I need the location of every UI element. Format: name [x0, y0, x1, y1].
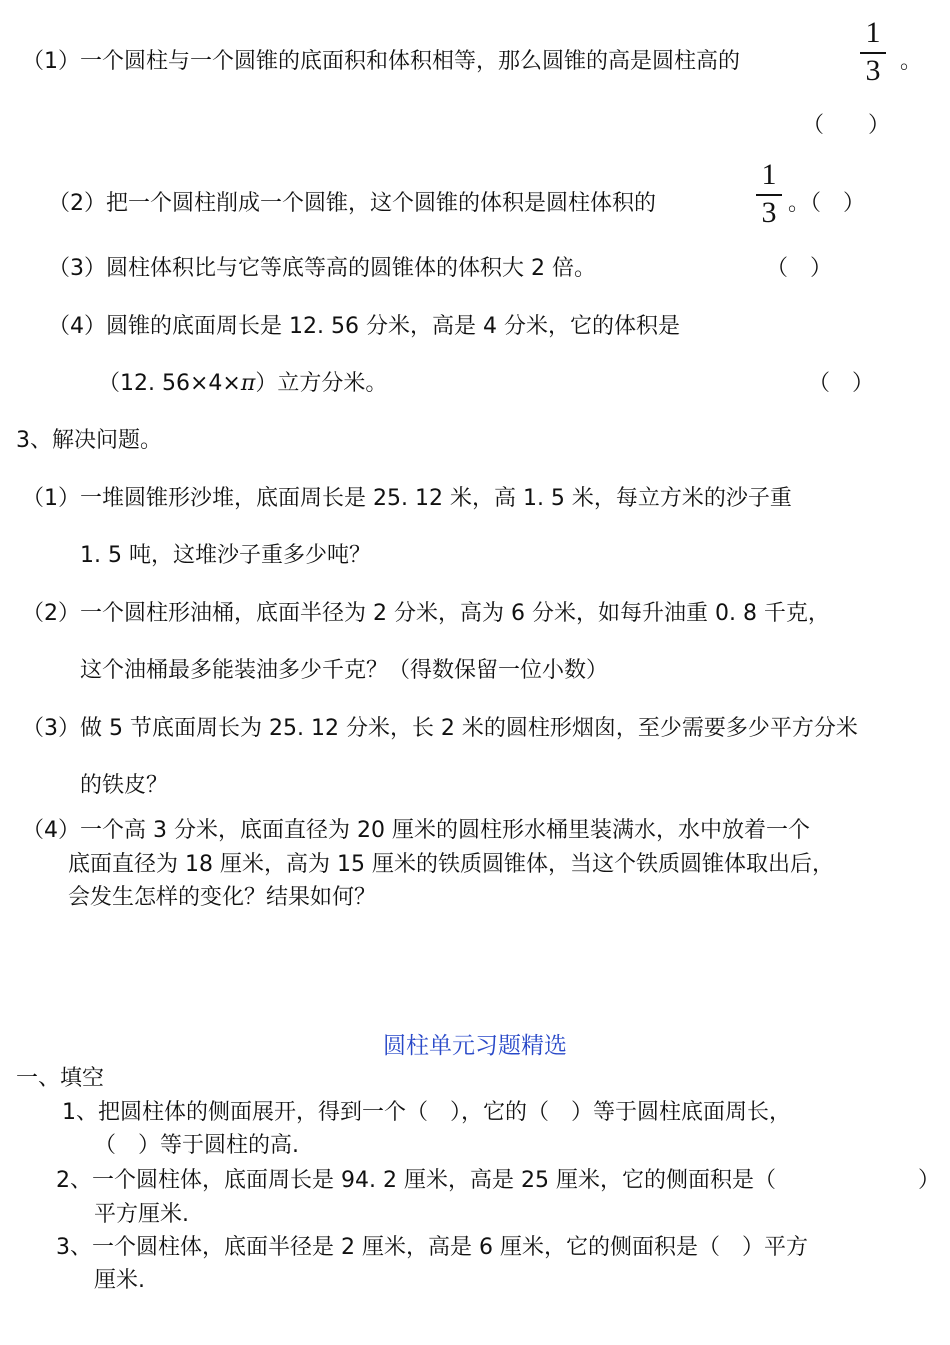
unit-title: 圆柱单元习题精选 [383, 1033, 567, 1059]
fill-q3-line2: 厘米. [94, 1268, 145, 1293]
solve-p2-line2: 这个油桶最多能装油多少千克？（得数保留一位小数） [80, 658, 609, 683]
judge-q1-answer-blank[interactable]: （ ） [802, 113, 891, 138]
judge-q2-fraction [754, 160, 784, 228]
judge-q1-text: （1）一个圆柱与一个圆锥的底面积和体积相等，那么圆锥的高是圆柱高的 [22, 49, 740, 74]
fill-q2-blank-close: ） [918, 1168, 941, 1193]
fraction-denominator: 3 [761, 196, 777, 229]
solve-p4-line3: 会发生怎样的变化？结果如何？ [68, 885, 377, 910]
fraction-numerator: 1 [865, 16, 881, 49]
judge-q1-tail: 。 [900, 49, 923, 74]
judge-q1-fraction [858, 18, 888, 86]
solve-heading: 3、解决问题。 [16, 428, 162, 453]
solve-p1-line2: 1. 5 吨，这堆沙子重多少吨？ [80, 543, 371, 568]
solve-p1-line1: （1）一堆圆锥形沙堆，底面周长是 25. 12 米，高 1. 5 米，每立方米的沙子重 [22, 486, 792, 511]
judge-q4-formula-a: （12. 56×4× [98, 371, 241, 396]
fill-q1-line1: 1、把圆柱体的侧面展开，得到一个（ ），它的（ ）等于圆柱底面周长， [62, 1100, 791, 1125]
fill-q2-line1: 2、一个圆柱体，底面周长是 94. 2 厘米，高是 25 厘米，它的侧面积是（ [56, 1168, 776, 1193]
fill-q2-line2: 平方厘米. [94, 1202, 189, 1227]
fill-section-heading: 一、填空 [16, 1066, 105, 1091]
judge-q3-answer-blank[interactable]: （ ） [766, 256, 833, 281]
solve-p4-line2: 底面直径为 18 厘米，高为 15 厘米的铁质圆锥体，当这个铁质圆锥体取出后， [68, 852, 834, 877]
fraction-denominator: 3 [865, 54, 881, 87]
judge-q4-answer-blank[interactable]: （ ） [808, 371, 875, 396]
judge-q2-tail: 。（ ） [788, 191, 866, 216]
pi-symbol: π [240, 371, 256, 396]
judge-q4-line2 [98, 370, 387, 398]
judge-q4-formula-b: ）立方分米。 [255, 371, 388, 396]
fill-q3-line1: 3、一个圆柱体，底面半径是 2 厘米，高是 6 厘米，它的侧面积是（ ）平方 [56, 1235, 808, 1260]
solve-p2-line1: （2）一个圆柱形油桶，底面半径为 2 分米，高为 6 分米，如每升油重 0. 8 千克， [22, 601, 830, 626]
judge-q4-line1: （4）圆锥的底面周长是 12. 56 分米，高是 4 分米，它的体积是 [48, 314, 680, 339]
judge-q3-text: （3）圆柱体积比与它等底等高的圆锥体的体积大 2 倍。 [48, 256, 596, 281]
fill-q1-line2: （ ）等于圆柱的高. [94, 1133, 299, 1158]
solve-p3-line1: （3）做 5 节底面周长为 25. 12 分米，长 2 米的圆柱形烟囱，至少需要多少平方分米 [22, 716, 858, 741]
solve-p4-line1: （4）一个高 3 分米，底面直径为 20 厘米的圆柱形水桶里装满水，水中放着一个 [22, 818, 810, 843]
fraction-numerator: 1 [761, 158, 777, 191]
judge-q2-text: （2）把一个圆柱削成一个圆锥，这个圆锥的体积是圆柱体积的 [48, 191, 656, 216]
solve-p3-line2: 的铁皮？ [80, 773, 169, 798]
